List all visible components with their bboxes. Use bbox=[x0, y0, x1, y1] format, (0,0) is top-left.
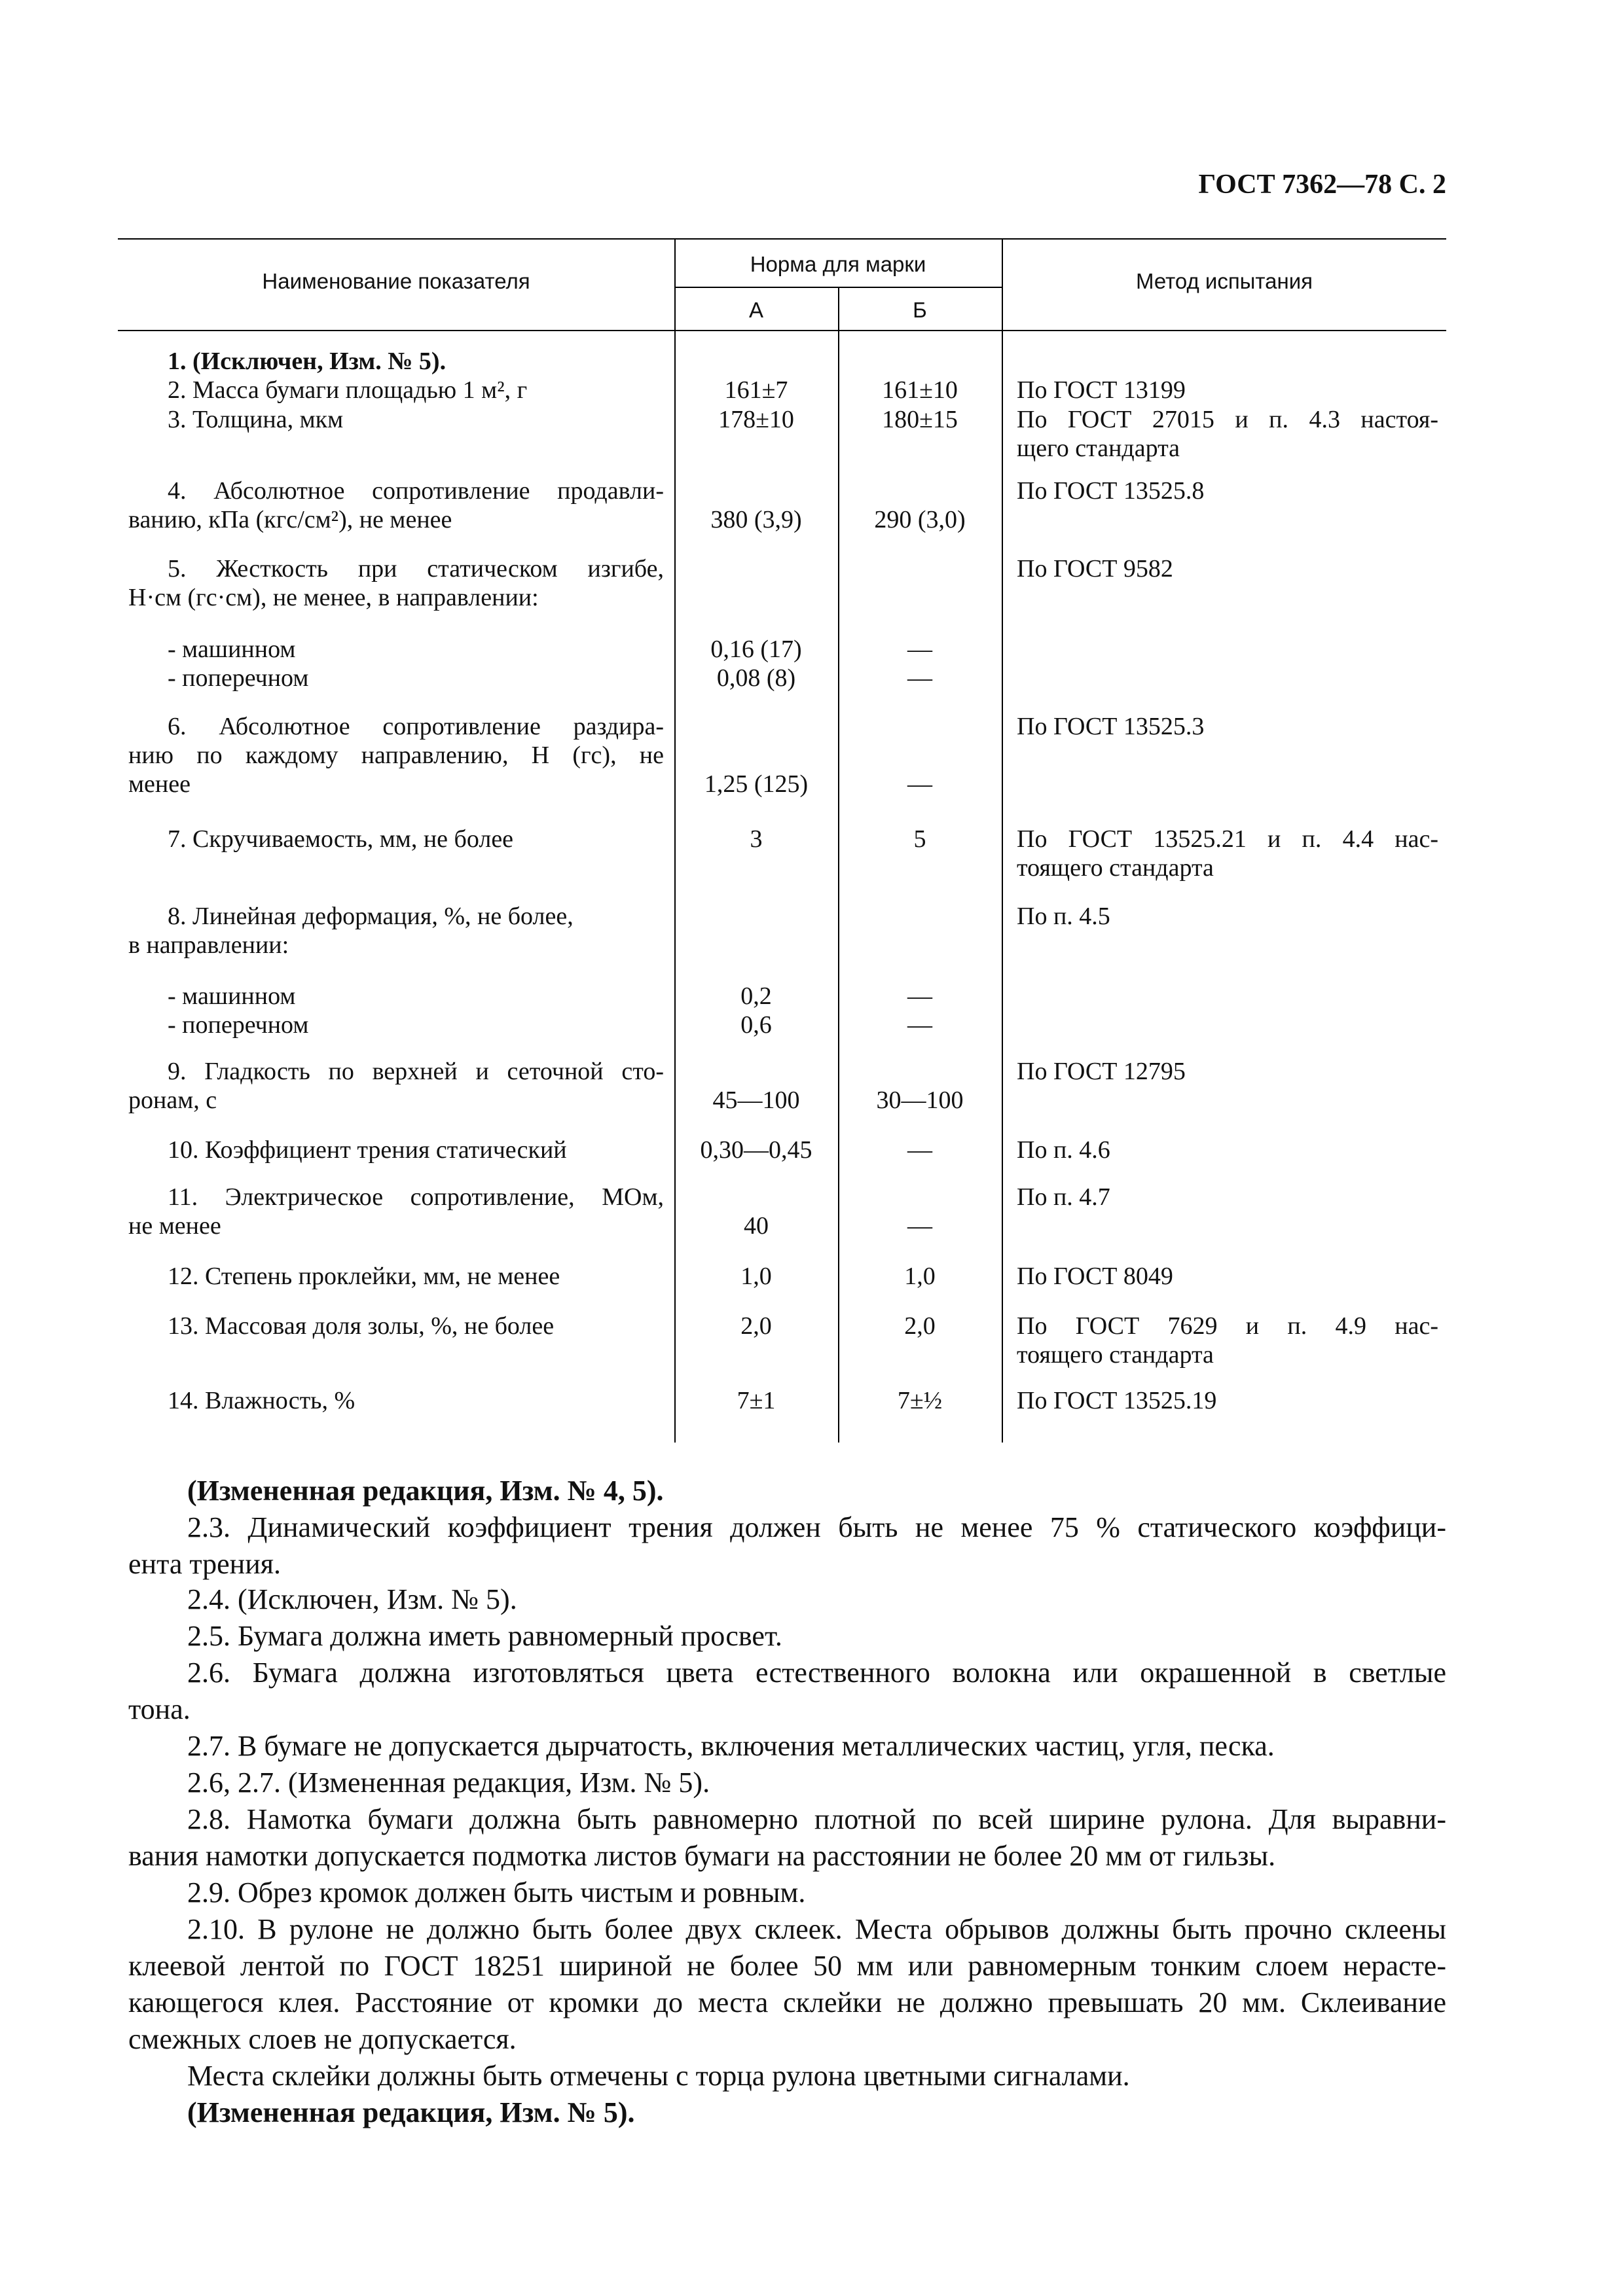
test-method bbox=[1017, 635, 1438, 664]
value-grade-a bbox=[674, 635, 838, 692]
value-grade-a-line: 45—100 bbox=[712, 1086, 800, 1114]
value-grade-a-line: 178±10 bbox=[718, 406, 794, 433]
test-method bbox=[1017, 376, 1438, 404]
table-header-rule bbox=[118, 330, 1446, 331]
indicator-name-line: 13. Массовая доля золы, %, не более bbox=[168, 1312, 555, 1340]
indicator-name-line: 8. Линейная деформация, %, не более, bbox=[168, 903, 574, 930]
col-divider-3 bbox=[1002, 238, 1003, 1443]
paragraph-line: 2.6, 2.7. (Измененная редакция, Изм. № 5). bbox=[187, 1767, 710, 1799]
value-grade-b-line: — bbox=[907, 664, 932, 692]
indicator-name bbox=[128, 1262, 664, 1291]
value-grade-a bbox=[674, 1136, 838, 1164]
indicator-name-line: 9. Гладкость по верхней и сеточной сто- bbox=[168, 1058, 664, 1085]
value-grade-b-line: 7±½ bbox=[897, 1387, 943, 1414]
test-method-line: По ГОСТ 13525.3 bbox=[1017, 713, 1205, 740]
indicator-name-line: 11. Электрическое сопротивление, МОм, bbox=[168, 1183, 664, 1211]
value-grade-b-line: — bbox=[907, 1136, 932, 1164]
indicator-name bbox=[128, 712, 664, 798]
indicator-name-line: - машинном bbox=[168, 982, 296, 1010]
paragraph-line: смежных слоев не допускается. bbox=[128, 2023, 517, 2055]
column-header-a: А bbox=[748, 298, 764, 322]
paragraph-line: ента трения. bbox=[128, 1548, 281, 1580]
value-grade-a-line bbox=[674, 1057, 838, 1086]
paragraph-line: клеевой лентой по ГОСТ 18251 шириной не более 50 мм или равномерным тонким слоем нераcте- bbox=[128, 1950, 1446, 1982]
value-grade-a bbox=[674, 1057, 838, 1115]
test-method-line: По ГОСТ 27015 и п. 4.3 настоя- bbox=[1017, 406, 1438, 433]
value-grade-b-line: — bbox=[907, 1212, 932, 1240]
test-method-line: По ГОСТ 12795 bbox=[1017, 1058, 1186, 1085]
indicator-name-line: 12. Степень проклейки, мм, не менее bbox=[168, 1263, 560, 1290]
test-method-line: По ГОСТ 9582 bbox=[1017, 555, 1173, 583]
value-grade-b bbox=[838, 1262, 1002, 1291]
value-grade-b bbox=[838, 1057, 1002, 1115]
paragraph-line: 2.9. Обрез кромок должен быть чистым и ровным. bbox=[187, 1876, 806, 1909]
value-grade-b-line: — bbox=[907, 636, 932, 663]
value-grade-a-line: 0,16 (17) bbox=[710, 636, 802, 663]
value-grade-b bbox=[838, 825, 1002, 853]
value-grade-b bbox=[838, 902, 1002, 931]
paragraph-line: 2.4. (Исключен, Изм. № 5). bbox=[187, 1583, 517, 1615]
value-grade-a bbox=[674, 712, 838, 798]
indicator-name-line: ванию, кПа (кгс/см²), не менее bbox=[128, 506, 452, 533]
indicator-name-line: - поперечном bbox=[168, 664, 309, 692]
value-grade-b bbox=[838, 712, 1002, 798]
value-grade-a bbox=[674, 825, 838, 853]
indicator-name bbox=[128, 476, 664, 534]
indicator-name bbox=[128, 1386, 664, 1415]
value-grade-b-line: — bbox=[907, 1011, 932, 1039]
test-method bbox=[1017, 1262, 1438, 1291]
value-grade-b bbox=[838, 982, 1002, 1039]
value-grade-a-line bbox=[674, 476, 838, 505]
value-grade-b bbox=[838, 1136, 1002, 1164]
indicator-name bbox=[128, 635, 664, 692]
indicator-name-line: в направлении: bbox=[128, 931, 289, 959]
paragraph-line: вания намотки допускается подмотка листов бумаги на расстоянии не более 20 мм от гильзы. bbox=[128, 1840, 1276, 1872]
test-method bbox=[1017, 982, 1438, 1011]
column-header-b: Б bbox=[913, 298, 927, 322]
indicator-name bbox=[128, 1136, 664, 1164]
paragraph-line: Места склейки должны быть отмечены с торца рулона цветными сигналами. bbox=[187, 2060, 1130, 2092]
indicator-name-line: 1. (Исключен, Изм. № 5). bbox=[168, 348, 447, 375]
indicator-name-line: 7. Скручиваемость, мм, не более bbox=[168, 825, 514, 853]
value-grade-a-line: 3 bbox=[750, 825, 763, 853]
test-method bbox=[1017, 712, 1438, 741]
paragraph bbox=[128, 1473, 1446, 1509]
value-grade-b bbox=[838, 1386, 1002, 1415]
indicator-name-line: 2. Масса бумаги площадью 1 м², г bbox=[168, 376, 528, 404]
value-grade-a bbox=[674, 1262, 838, 1291]
paragraph bbox=[128, 1801, 1446, 1874]
paragraph-line: 2.6. Бумага должна изготовляться цвета естественного волокна или окрашенной в светлые bbox=[187, 1657, 1446, 1689]
value-grade-a bbox=[674, 1312, 838, 1340]
indicator-name-line: нию по каждому направлению, Н (гс), не bbox=[128, 742, 664, 769]
value-grade-b-line bbox=[838, 476, 1002, 505]
page-header: ГОСТ 7362—78 С. 2 bbox=[1198, 170, 1446, 200]
value-grade-b-line bbox=[838, 1057, 1002, 1086]
paragraph bbox=[128, 1911, 1446, 2058]
value-grade-a bbox=[674, 405, 838, 434]
value-grade-b bbox=[838, 635, 1002, 692]
paragraph bbox=[128, 1655, 1446, 1728]
test-method bbox=[1017, 1183, 1438, 1211]
value-grade-a bbox=[674, 902, 838, 931]
column-header-norm: Норма для марки bbox=[750, 252, 926, 276]
value-grade-a-line bbox=[674, 554, 838, 583]
test-method-line bbox=[1017, 982, 1438, 1011]
value-grade-b-line: 2,0 bbox=[904, 1312, 936, 1340]
indicator-name-line: - поперечном bbox=[168, 1011, 309, 1039]
value-grade-b-line: 5 bbox=[913, 825, 926, 853]
test-method bbox=[1017, 554, 1438, 583]
value-grade-b bbox=[838, 1183, 1002, 1240]
value-grade-b bbox=[838, 1312, 1002, 1340]
paragraph bbox=[128, 1728, 1446, 1765]
test-method-line: По ГОСТ 13525.19 bbox=[1017, 1387, 1217, 1414]
paragraph bbox=[128, 2094, 1446, 2131]
value-grade-b-line bbox=[838, 902, 1002, 931]
indicator-name bbox=[128, 1183, 664, 1240]
indicator-name bbox=[128, 376, 664, 404]
paragraph-line: 2.5. Бумага должна иметь равномерный просвет. bbox=[187, 1620, 782, 1652]
value-grade-a-line: 380 (3,9) bbox=[710, 506, 802, 533]
paragraph-line: кающегося клея. Расстояние от кромки до места склейки не должно превышать 20 мм. Склеивание bbox=[128, 1986, 1446, 2018]
test-method-line: По ГОСТ 13199 bbox=[1017, 376, 1186, 404]
value-grade-a-line: 0,2 bbox=[740, 982, 772, 1010]
test-method-line: По ГОСТ 7629 и п. 4.9 нас- bbox=[1017, 1312, 1438, 1340]
value-grade-a-line: 7±1 bbox=[737, 1387, 776, 1414]
paragraph bbox=[128, 1765, 1446, 1801]
value-grade-a-line: 40 bbox=[744, 1212, 769, 1240]
paragraph bbox=[128, 1874, 1446, 1911]
indicator-name-line: 10. Коэффициент трения статический bbox=[168, 1136, 567, 1164]
indicator-name bbox=[128, 554, 664, 612]
value-grade-a-line bbox=[674, 1183, 838, 1211]
test-method-line bbox=[1017, 635, 1438, 664]
indicator-name-line: 5. Жесткость при статическом изгибе, bbox=[168, 555, 664, 583]
test-method-line: По п. 4.5 bbox=[1017, 903, 1110, 930]
indicator-name bbox=[128, 1057, 664, 1115]
value-grade-a-line: 2,0 bbox=[740, 1312, 772, 1340]
value-grade-a bbox=[674, 347, 838, 376]
value-grade-b bbox=[838, 405, 1002, 434]
value-grade-a bbox=[674, 1183, 838, 1240]
test-method bbox=[1017, 1386, 1438, 1415]
value-grade-b-line bbox=[838, 347, 1002, 376]
paragraph-line: тона. bbox=[128, 1693, 191, 1725]
test-method bbox=[1017, 1312, 1438, 1369]
value-grade-a bbox=[674, 376, 838, 404]
test-method-line: тоящего стандарта bbox=[1017, 1341, 1214, 1369]
value-grade-a-line: 161±7 bbox=[724, 376, 788, 404]
value-grade-a-line: 0,30—0,45 bbox=[700, 1136, 812, 1164]
indicator-name bbox=[128, 982, 664, 1039]
test-method bbox=[1017, 1057, 1438, 1086]
value-grade-a-line bbox=[674, 902, 838, 931]
value-grade-b bbox=[838, 376, 1002, 404]
indicator-name-line: 6. Абсолютное сопротивление раздира- bbox=[168, 713, 664, 740]
value-grade-a-line bbox=[674, 347, 838, 376]
value-grade-a bbox=[674, 554, 838, 583]
test-method-line: По ГОСТ 13525.8 bbox=[1017, 477, 1205, 505]
paragraph-line: (Измененная редакция, Изм. № 5). bbox=[187, 2096, 635, 2128]
indicator-name bbox=[128, 347, 664, 376]
test-method bbox=[1017, 825, 1438, 882]
indicator-name bbox=[128, 902, 664, 960]
value-grade-b-line: 180±15 bbox=[882, 406, 958, 433]
test-method bbox=[1017, 405, 1438, 463]
indicator-name-line: - машинном bbox=[168, 636, 296, 663]
indicator-name-line: ронам, с bbox=[128, 1086, 217, 1114]
value-grade-b bbox=[838, 554, 1002, 583]
value-grade-b bbox=[838, 476, 1002, 534]
value-grade-b-line: 161±10 bbox=[882, 376, 958, 404]
value-grade-a-line bbox=[674, 712, 838, 741]
value-grade-b-line bbox=[838, 712, 1002, 741]
value-grade-a bbox=[674, 476, 838, 534]
table-top-rule bbox=[118, 238, 1446, 240]
indicator-name bbox=[128, 405, 664, 434]
test-method bbox=[1017, 902, 1438, 931]
indicator-name-line: менее bbox=[128, 770, 191, 798]
value-grade-a bbox=[674, 1386, 838, 1415]
indicator-name-line: не менее bbox=[128, 1212, 221, 1240]
test-method-line: По ГОСТ 8049 bbox=[1017, 1263, 1173, 1290]
test-method-line bbox=[1017, 347, 1438, 376]
paragraph-line: 2.7. В бумаге не допускается дырчатость, включения металлических частиц, угля, песка. bbox=[187, 1730, 1275, 1762]
paragraph bbox=[128, 2058, 1446, 2094]
column-header-name: Наименование показателя bbox=[262, 269, 530, 293]
indicator-name bbox=[128, 1312, 664, 1340]
value-grade-b-line: — bbox=[907, 770, 932, 798]
test-method bbox=[1017, 476, 1438, 505]
value-grade-b-line: 290 (3,0) bbox=[874, 506, 966, 533]
indicator-name-line: 4. Абсолютное сопротивление продавли- bbox=[168, 477, 664, 505]
paragraph-line: 2.10. В рулоне не должно быть более двух склеек. Места обрывов должны быть прочно склеены bbox=[187, 1913, 1446, 1945]
test-method-line: щего стандарта bbox=[1017, 435, 1180, 462]
value-grade-a-line: 1,0 bbox=[740, 1263, 772, 1290]
indicator-name-line: 3. Толщина, мкм bbox=[168, 406, 344, 433]
value-grade-a bbox=[674, 982, 838, 1039]
value-grade-a-line: 1,25 (125) bbox=[704, 770, 809, 798]
indicator-name bbox=[128, 825, 664, 853]
paragraph bbox=[128, 1618, 1446, 1655]
test-method bbox=[1017, 1136, 1438, 1164]
test-method-line: По п. 4.6 bbox=[1017, 1136, 1110, 1164]
value-grade-b-line bbox=[838, 741, 1002, 770]
paragraph bbox=[128, 1509, 1446, 1583]
value-grade-b-line bbox=[838, 554, 1002, 583]
value-grade-a-line: 0,6 bbox=[740, 1011, 772, 1039]
value-grade-a-line: 0,08 (8) bbox=[716, 664, 796, 692]
test-method-line: тоящего стандарта bbox=[1017, 854, 1214, 882]
test-method bbox=[1017, 347, 1438, 376]
indicator-name-line: Н·см (гс·см), не менее, в направлении: bbox=[128, 584, 539, 611]
value-grade-a-line bbox=[674, 741, 838, 770]
test-method-line: По ГОСТ 13525.21 и п. 4.4 нас- bbox=[1017, 825, 1438, 853]
paragraph-line: (Измененная редакция, Изм. № 4, 5). bbox=[187, 1475, 664, 1507]
value-grade-b-line: 1,0 bbox=[904, 1263, 936, 1290]
column-header-method: Метод испытания bbox=[1135, 269, 1313, 293]
paragraph bbox=[128, 1581, 1446, 1618]
indicator-name-line: 14. Влажность, % bbox=[168, 1387, 356, 1414]
test-method-line: По п. 4.7 bbox=[1017, 1183, 1110, 1211]
value-grade-b-line: — bbox=[907, 982, 932, 1010]
value-grade-b-line: 30—100 bbox=[876, 1086, 964, 1114]
value-grade-b-line bbox=[838, 1183, 1002, 1211]
paragraph-line: 2.3. Динамический коэффициент трения должен быть не менее 75 % статического коэффици- bbox=[187, 1511, 1446, 1543]
value-grade-b bbox=[838, 347, 1002, 376]
paragraph-line: 2.8. Намотка бумаги должна быть равномерно плотной по всей ширине рулона. Для выравни- bbox=[187, 1803, 1446, 1835]
